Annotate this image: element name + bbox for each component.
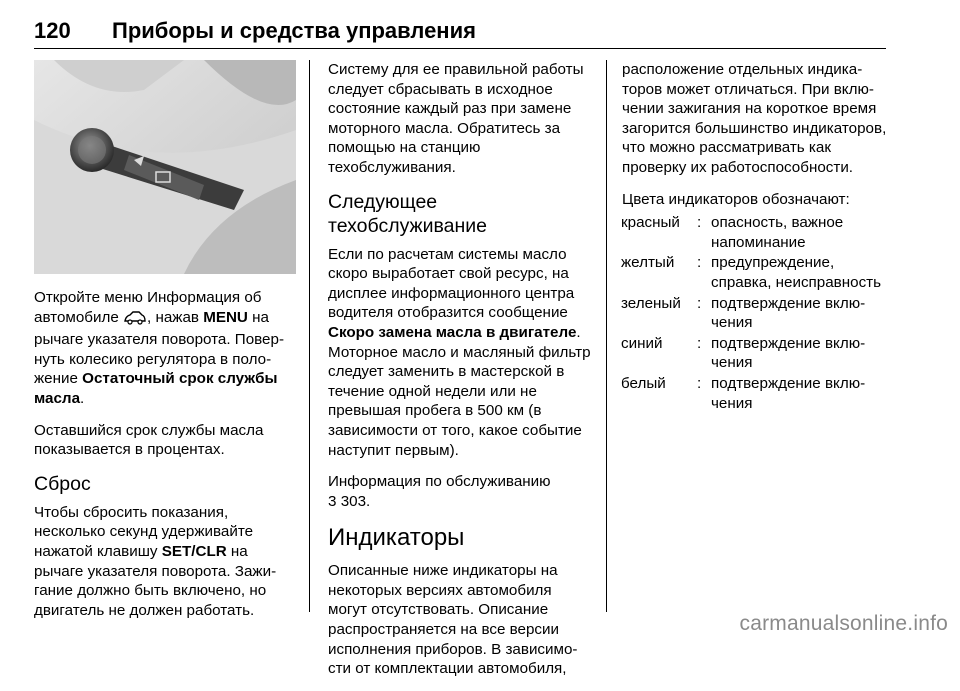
indicator-color-row xyxy=(621,253,888,293)
column-2 xyxy=(328,60,594,691)
indicator-color-row xyxy=(621,213,888,253)
indicator-color-meaning: подтверждение включения xyxy=(711,334,866,372)
page-reference-link[interactable]: 303. xyxy=(340,492,371,510)
watermark: carmanualsonline.info xyxy=(739,612,948,635)
page-header xyxy=(34,18,886,52)
indicator-color-meaning: подтверждение включения xyxy=(711,374,866,412)
indicator-color-colon: : xyxy=(697,334,702,352)
column-1 xyxy=(34,60,298,632)
indicator-color-row xyxy=(621,334,888,374)
heading-next-service: Следующее техобслуживание xyxy=(328,190,487,237)
indicator-color-meaning: подтверждение включения xyxy=(711,294,866,332)
indicator-color-name: красный xyxy=(621,214,680,232)
paragraph-system-reset: Систему для ее правильной работы следует сбрасывать в исходное состояние каждый раз при замене моторного масла. Обратитесь за помощью на станцию техобслуживания. xyxy=(328,61,584,176)
page-reference-icon: 3 xyxy=(328,492,337,510)
paragraph-open-menu: Откройте меню Информация об автомобиле , нажав MENU на рычаге указателя поворота. Повернуть колесико регулятора в положение Остаточный срок службы масла. xyxy=(34,289,285,407)
indicator-colors-table xyxy=(621,213,888,414)
paragraph-next-service: Если по расчетам системы масло скоро выработает свой ресурс, на дисплее информационного центра водителя отобразится сообщение Скоро замена масла в двигателе. Моторное масло и масляный фильтр следует заменить в мастерской в течение одной недели или не превышая пробега в 500 км (в зависимости от того, какое событие наступит первым). xyxy=(328,245,591,459)
column-divider xyxy=(309,60,310,612)
indicator-color-name: белый xyxy=(621,374,666,392)
indicator-color-colon: : xyxy=(697,374,702,392)
indicator-color-colon: : xyxy=(697,294,702,312)
indicator-color-name: синий xyxy=(621,334,663,352)
page-number: 120 xyxy=(34,18,71,43)
paragraph-colors-intro: Цвета индикаторов обозначают: xyxy=(622,190,850,208)
heading-reset: Сброс xyxy=(34,472,91,495)
heading-indicators: Индикаторы xyxy=(328,524,465,552)
indicator-color-colon: : xyxy=(697,214,702,232)
turn-signal-lever-photo xyxy=(34,60,296,274)
indicator-color-row xyxy=(621,374,888,414)
indicator-color-meaning: предупреждение, справка, неисправность xyxy=(711,254,882,291)
paragraph-reset: Чтобы сбросить показания, несколько секунд удерживайте нажатой клавишу SET/CLR на рычаге указателя поворота. Зажигание должно быть включено, но двигатель не должен работать. xyxy=(34,503,277,619)
column-divider xyxy=(606,60,607,612)
indicator-color-colon: : xyxy=(697,254,702,272)
paragraph-oil-life-percent: Оставшийся срок службы масла показывается в процентах. xyxy=(34,421,264,459)
car-info-icon xyxy=(123,311,147,331)
page-title: Приборы и средства управления xyxy=(112,18,476,43)
indicator-color-name: желтый xyxy=(621,254,675,272)
indicator-color-name: зеленый xyxy=(621,294,681,312)
indicator-color-meaning: опасность, важное напоминание xyxy=(711,214,844,251)
paragraph-indicators: Описанные ниже индикаторы на некоторых версиях автомобиля могут отсутствовать. Описание распространяется на все версии исполнения приборов. В зависимости от комплектации автомобиля, xyxy=(328,562,578,678)
paragraph-indicator-location: расположение отдельных индикаторов может отличаться. При включении зажигания на короткое время загорится большинство индикаторов, что можно рассматривать как проверку их работоспособности. xyxy=(622,61,887,176)
paragraph-service-info: Информация по обслуживанию 3 303. xyxy=(328,473,551,510)
header-divider xyxy=(34,48,886,49)
indicator-color-row xyxy=(621,294,888,334)
column-3 xyxy=(622,60,888,414)
